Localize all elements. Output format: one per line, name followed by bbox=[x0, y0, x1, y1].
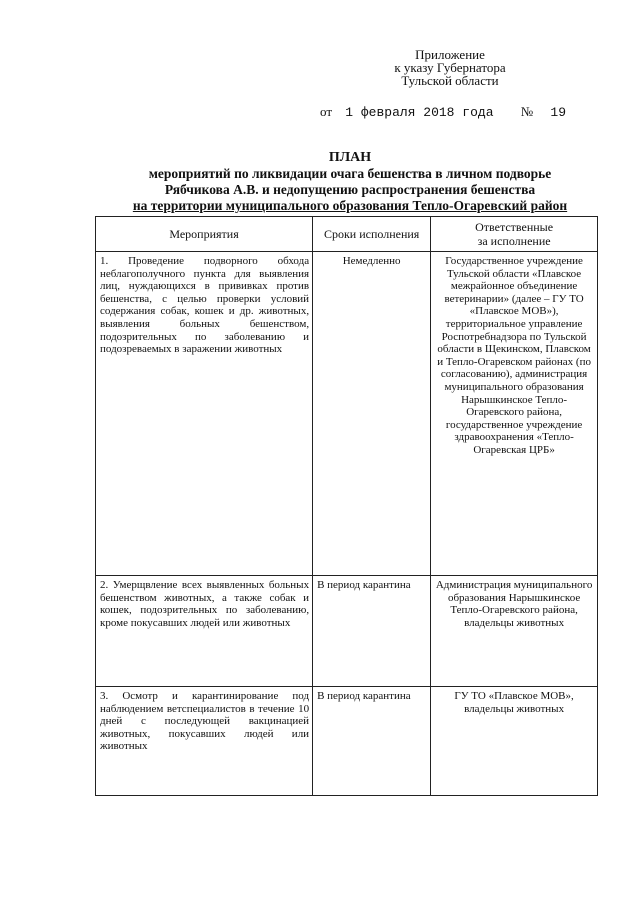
row-2-term: В период карантина bbox=[313, 576, 431, 687]
plan-table bbox=[95, 216, 598, 796]
decree-number: 19 bbox=[550, 105, 567, 120]
header-terms: Сроки исполнения bbox=[313, 217, 431, 252]
decree-line bbox=[320, 104, 566, 120]
title-line-3: Рябчикова А.В. и недопущению распространения бешенства bbox=[164, 182, 536, 197]
row-3-responsible: ГУ ТО «Плавское МОВ», владельцы животных bbox=[431, 687, 598, 796]
row-2-measure: 2. Умерщвление всех выявленных больных бешенством животных, а также собак и кошек, подозрительных по заболеванию, кроме покусавших людей или животных bbox=[96, 576, 313, 687]
appendix-line-1: Приложение bbox=[415, 47, 485, 62]
row-1-term: Немедленно bbox=[313, 252, 431, 576]
table-header-row bbox=[96, 217, 598, 252]
table-row bbox=[96, 252, 598, 576]
header-measures: Мероприятия bbox=[96, 217, 313, 252]
header-responsible: Ответственные за исполнение bbox=[431, 217, 598, 252]
decree-from-label: от bbox=[320, 104, 333, 119]
table-row bbox=[96, 576, 598, 687]
decree-number-label: № bbox=[520, 104, 534, 119]
appendix-block bbox=[360, 48, 540, 87]
decree-date: 1 февраля 2018 года bbox=[345, 105, 494, 120]
appendix-line-2: к указу Губернатора bbox=[394, 60, 506, 75]
title-plan: ПЛАН bbox=[328, 150, 372, 165]
title-line-4: на территории муниципального образования Тепло-Огаревский район bbox=[132, 198, 568, 213]
row-1-measure: 1. Проведение подворного обхода неблагополучного пункта для выявления лиц, нуждающихся в прививках против бешенства, с целью проверки условий содержания собак, кошек и др. животных, выявления больных бешенством, подозрительных по заболеванию и подозреваемых в заражении животных bbox=[96, 252, 313, 576]
appendix-line-3: Тульской области bbox=[401, 73, 499, 88]
row-2-responsible: Администрация муниципального образования Нарышкинское Тепло-Огаревского района, владельцы животных bbox=[431, 576, 598, 687]
row-1-responsible: Государственное учреждение Тульской области «Плавское межрайонное объединение ветеринарии» (далее – ГУ ТО «Плавское МОВ»), территориальное управление Роспотребнадзора по Тульской области в Щекинском, Плавском и Тепло-Огаревском районах (по согласованию), администрация муниципального образования Нарышкинское Тепло-Огаревского района, государственное учреждение здравоохранения «Тепло-Огаревская ЦРБ» bbox=[431, 252, 598, 576]
document-title bbox=[60, 150, 640, 214]
table-row bbox=[96, 687, 598, 796]
row-3-term: В период карантина bbox=[313, 687, 431, 796]
row-3-measure: 3. Осмотр и карантинирование под наблюдением ветспециалистов в течение 10 дней с последующей вакцинацией животных, покусавших людей или животных bbox=[96, 687, 313, 796]
title-line-2: мероприятий по ликвидации очага бешенства в личном подворье bbox=[148, 166, 552, 181]
